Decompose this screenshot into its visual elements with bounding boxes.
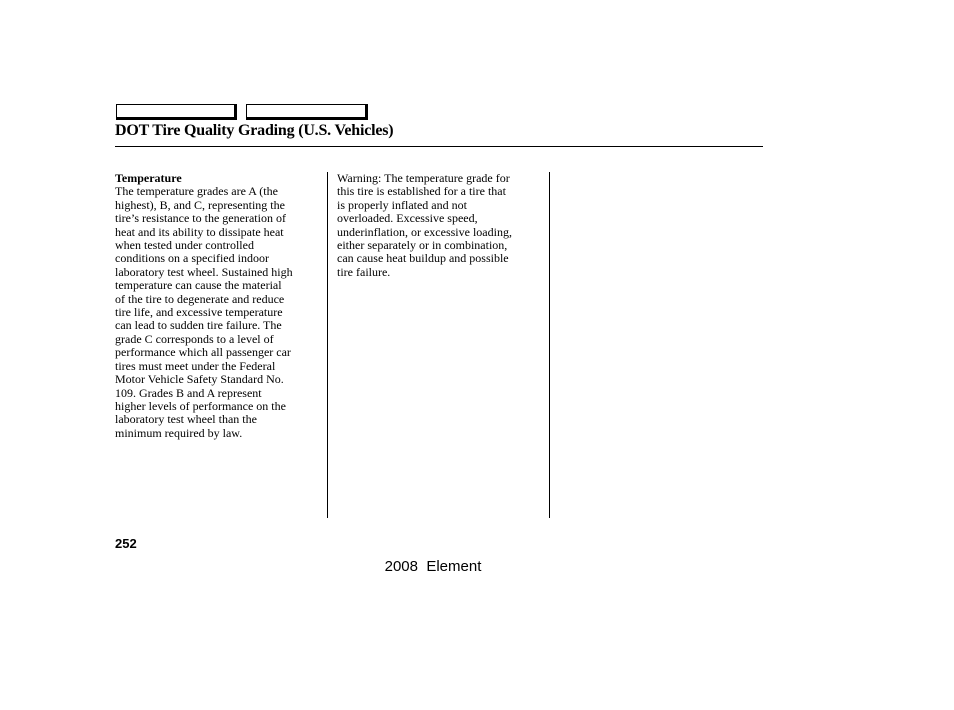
paragraph-line: conditions on a specified indoor: [115, 251, 269, 266]
paragraph-line: highest), B, and C, representing the: [115, 197, 285, 212]
left-column: [115, 172, 323, 440]
paragraph-line: Motor Vehicle Safety Standard No.: [115, 372, 284, 387]
warning-paragraph: [337, 172, 545, 279]
column-divider-2: [549, 172, 550, 518]
paragraph-line: grade C corresponds to a level of: [115, 331, 274, 346]
footer-model: 2008 Element: [384, 558, 482, 575]
paragraph-line: tire life, and excessive temperature: [115, 305, 283, 320]
paragraph-line: higher levels of performance on the: [115, 398, 286, 413]
paragraph-line: tire’s resistance to the generation of: [115, 211, 286, 226]
paragraph-line: temperature can cause the material: [115, 278, 282, 293]
paragraph-line: when tested under controlled: [115, 238, 254, 253]
nav-tab-2[interactable]: [246, 104, 368, 120]
paragraph-line: tires must meet under the Federal: [115, 358, 276, 373]
warning-line: either separately or in combination,: [337, 238, 508, 253]
paragraph-line: laboratory test wheel than the: [115, 412, 257, 427]
section-heading: Temperature: [115, 171, 182, 185]
paragraph-line: performance which all passenger car: [115, 345, 291, 360]
paragraph-line: The temperature grades are A (the: [115, 184, 278, 199]
warning-line: underinflation, or excessive loading,: [337, 224, 512, 239]
paragraph-line: can lead to sudden tire failure. The: [115, 318, 282, 333]
middle-column: [337, 172, 545, 279]
paragraph-line: minimum required by law.: [115, 425, 243, 440]
page-title: DOT Tire Quality Grading (U.S. Vehicles): [115, 122, 394, 139]
warning-line: this tire is established for a tire that: [337, 184, 506, 199]
warning-line: overloaded. Excessive speed,: [337, 211, 478, 226]
warning-line: can cause heat buildup and possible: [337, 251, 509, 266]
paragraph-line: laboratory test wheel. Sustained high: [115, 264, 293, 279]
page-number: 252: [115, 536, 137, 551]
warning-line: Warning: The temperature grade for: [337, 171, 510, 185]
paragraph-line: of the tire to degenerate and reduce: [115, 291, 285, 306]
column-divider-1: [327, 172, 328, 518]
warning-line: tire failure.: [337, 264, 391, 279]
warning-line: is properly inflated and not: [337, 197, 467, 212]
paragraph-line: heat and its ability to dissipate heat: [115, 224, 284, 239]
temperature-paragraph: [115, 185, 323, 440]
nav-tab-1[interactable]: [116, 104, 237, 120]
paragraph-line: 109. Grades B and A represent: [115, 385, 262, 400]
title-rule: [115, 146, 763, 147]
